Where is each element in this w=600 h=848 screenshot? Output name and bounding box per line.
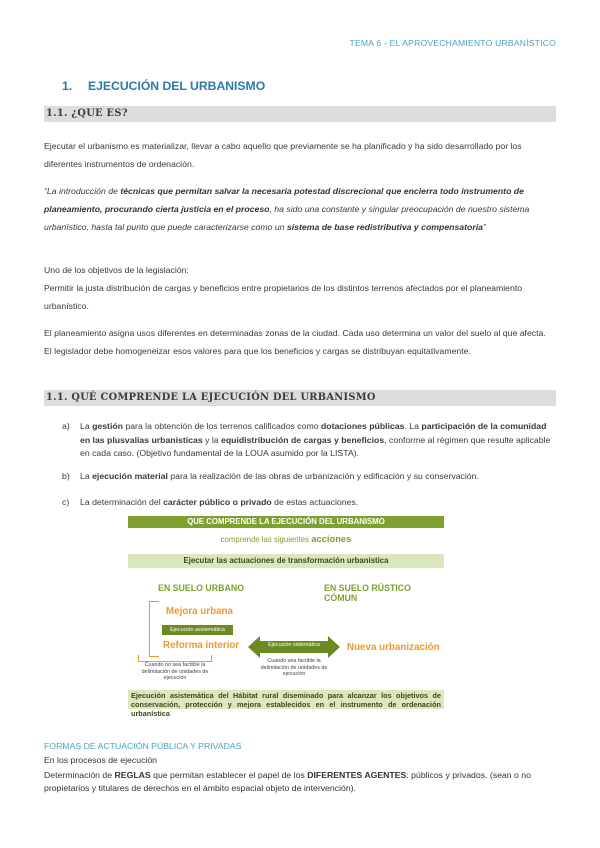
quote-bold: sistema de base redistributiva y compensatoria [286, 222, 483, 232]
subsection-band-que-comprende [44, 390, 556, 406]
section-heading [62, 79, 265, 93]
text-run: . La [404, 421, 422, 431]
text-bold: ejecución material [92, 471, 168, 481]
asistematica-box: Ejecución asistemática [162, 625, 233, 635]
planning-line: El legislador debe homogeneizar esos valores para que los beneficios y cargas se distribuyan equitativamente. [44, 346, 471, 356]
text-bold: REGLAS [114, 770, 151, 780]
objectives-paragraph [44, 261, 554, 315]
list-label: c) [62, 497, 70, 507]
diagram-subtitle [128, 533, 444, 544]
note-bracket [138, 655, 212, 662]
text-bold: dotaciones públicas [320, 421, 405, 431]
list-label: a) [62, 421, 70, 431]
header-title: TEMA 6 - EL APROVECHAMIENTO URBANÍSTICO [349, 38, 556, 48]
text-run: : públicos y privados. (sean o no propietarios y titulares de derechos en el ámbito espacial objeto de intervención). [44, 770, 531, 793]
formas-title: FORMAS DE ACTUACIÓN PÚBLICA Y PRIVADAS [44, 741, 242, 751]
section-title: EJECUCIÓN DEL URBANISMO [88, 79, 266, 93]
mejora-urbana-label: Mejora urbana [166, 606, 233, 617]
text-bold: participación de la comunidad en las plusvalías urbanísticas [80, 421, 547, 445]
list-text [80, 496, 556, 510]
urbano-bracket [149, 601, 159, 657]
formas-line: En los procesos de ejecución [44, 755, 158, 765]
quote-paragraph [44, 182, 554, 236]
list-text [80, 420, 556, 461]
ejecucion-diagram [128, 516, 444, 690]
text-run: para la obtención de los terrenos calificados como [122, 421, 321, 431]
text-run: y la [202, 434, 222, 445]
text-bold: carácter público o privado [163, 497, 272, 507]
diagram-actions-bar: Ejecutar las actuaciones de transformación urbanística [128, 554, 444, 568]
diagram-subtitle-text: comprende las siguientes [220, 535, 312, 544]
list-item-c [62, 496, 556, 510]
list-item-b [62, 470, 556, 484]
text-bold: equidistribución de cargas y beneficios [221, 434, 385, 445]
quote-text: “La introducción de [44, 186, 121, 196]
diagram-title: QUE COMPRENDE LA EJECUCIÓN DEL URBANISMO [128, 516, 444, 528]
planning-paragraph [44, 324, 554, 360]
text-bold: gestión [92, 421, 123, 431]
sistematica-label: Ejecución sistemática [268, 642, 320, 648]
suelo-rustico-heading: EN SUELO RÚSTICO CÓMUN [324, 583, 411, 603]
list-text [80, 470, 556, 484]
text-bold: DIFERENTES AGENTES [307, 770, 407, 780]
nueva-urbanizacion-label: Nueva urbanización [347, 642, 440, 653]
list-label: b) [62, 471, 70, 481]
quote-text: ” [482, 222, 486, 232]
subsection-band-que-es [44, 106, 556, 122]
text-run: La determinación del [80, 497, 164, 507]
text-run: La [80, 421, 93, 431]
planning-line: El planeamiento asigna usos diferentes en determinadas zonas de la ciudad. Cada uso determina un valor del suelo al que afecta. [44, 328, 546, 338]
quote-bold: técnicas que permitan salvar la necesaria potestad discrecional que encierra todo instrumento de planeamiento, procurando cierta justicia en el proceso [44, 186, 524, 214]
text-run: para la realización de las obras de urbanización y edificación y su conservación. [167, 471, 479, 481]
formas-paragraph [44, 769, 556, 795]
text-run: La [80, 471, 93, 481]
note-no-factible: Cuando no sea factible la delimitación de unidades de ejecución [141, 662, 209, 681]
text-run: que permitan establecer el papel de los [150, 770, 308, 780]
note-factible: Cuando sea factible la delimitación de unidades de ejecución [260, 658, 328, 677]
list-item-a [62, 420, 556, 462]
reforma-interior-label: Reforma interior [163, 640, 240, 651]
subsection-title: 1.1. QUÉ COMPRENDE LA EJECUCIÓN DEL URBANISMO [46, 392, 376, 403]
text-run: , conforme al régimen que resulte aplicable en cada caso. (Objetivo fundamental de la LOUA asumido por la LISTA). [80, 434, 551, 458]
text-run: de estas actuaciones. [271, 497, 359, 507]
objectives-line: Permitir la justa distribución de cargas y beneficios entre propietarios de los distintos terrenos afectados por el planeamiento urbanístico. [44, 283, 523, 311]
quote-text: , ha sido una constante y singular preocupación de nuestro sistema urbanístico, hasta tal punto que puede caracterizarse como un [44, 204, 530, 232]
suelo-urbano-heading: EN SUELO URBANO [158, 583, 245, 593]
diagram-subtitle-bold: acciones [311, 533, 352, 544]
intro-paragraph: Ejecutar el urbanismo es materializar, llevar a cabo aquello que previamente se ha planificado y ha sido desarrollado por los diferentes instrumentos de ordenación. [44, 141, 522, 169]
diagram-bottom-bar: Ejecución asistemática del Hábitat rural diseminado para alcanzar los objetivos de conservación, protección y mejora establecidos en el instrumento de ordenación urbanística [128, 690, 444, 709]
section-number: 1. [62, 79, 73, 93]
subsection-title: 1.1. ¿QUE ES? [46, 108, 128, 119]
text-run: Determinación de [44, 770, 115, 780]
objectives-line: Uno de los objetivos de la legislación: [44, 265, 189, 275]
